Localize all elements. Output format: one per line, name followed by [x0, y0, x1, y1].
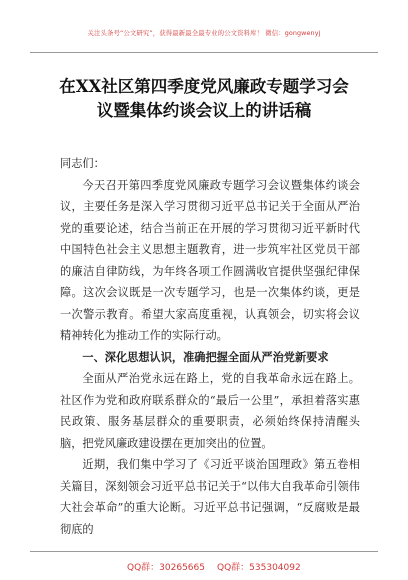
footer	[30, 551, 378, 580]
title-line-1: 在XX社区第四季度党风廉政专题学习会	[59, 77, 349, 96]
section-heading: 一、深化思想认识，准确把握全面从严治党新要求	[82, 349, 329, 364]
body-paragraph: 全面从严治党永远在路上，党的自我革命永远在路上。社区作为党和政府联系群众的“最后一公里”，承担着落实惠民政策、服务基层群众的重要职责，必须始终保持清醒头脑，把党风廉政建设摆在更加突出的位置。	[60, 372, 360, 450]
footer-qq-group-1: QQ群：30265665	[127, 563, 205, 573]
footer-qq-group-2: QQ群：535304092	[217, 563, 301, 573]
body-paragraph: 近期，我们集中学习了《习近平谈治国理政》第五卷相关篇目，深刻领会习近平总书记关于“以伟大自我革命引领伟大社会革命”的重大论断。习近平总书记强调，“反腐败是最彻底的	[60, 458, 360, 536]
salutation: 同志们：	[60, 157, 105, 170]
document-body	[60, 153, 360, 540]
banner-text: 关注头条号“公文研究”，获得最新最全最专业的公文资料库！ 微信：gongwenyj	[87, 29, 321, 37]
document-title	[40, 75, 368, 123]
title-line-2: 议暨集体约谈会议上的讲话稿	[96, 101, 312, 120]
header-banner	[30, 14, 378, 53]
body-paragraph: 今天召开第四季度党风廉政专题学习会议暨集体约谈会议，主要任务是深入学习贯彻习近平总书记关于全面从严治党的重要论述，结合当前正在开展的学习贯彻习近平新时代中国特色社会主义思想主题教育，进一步筑牢社区党员干部的廉洁自律防线，为年终各项工作圆满收官提供坚强纪律保障。这次会议既是一次专题学习，也是一次集体约谈，更是一次警示教育。希望大家高度重视，认真领会，切实将会议精神转化为推动工作的实际行动。	[60, 178, 360, 342]
